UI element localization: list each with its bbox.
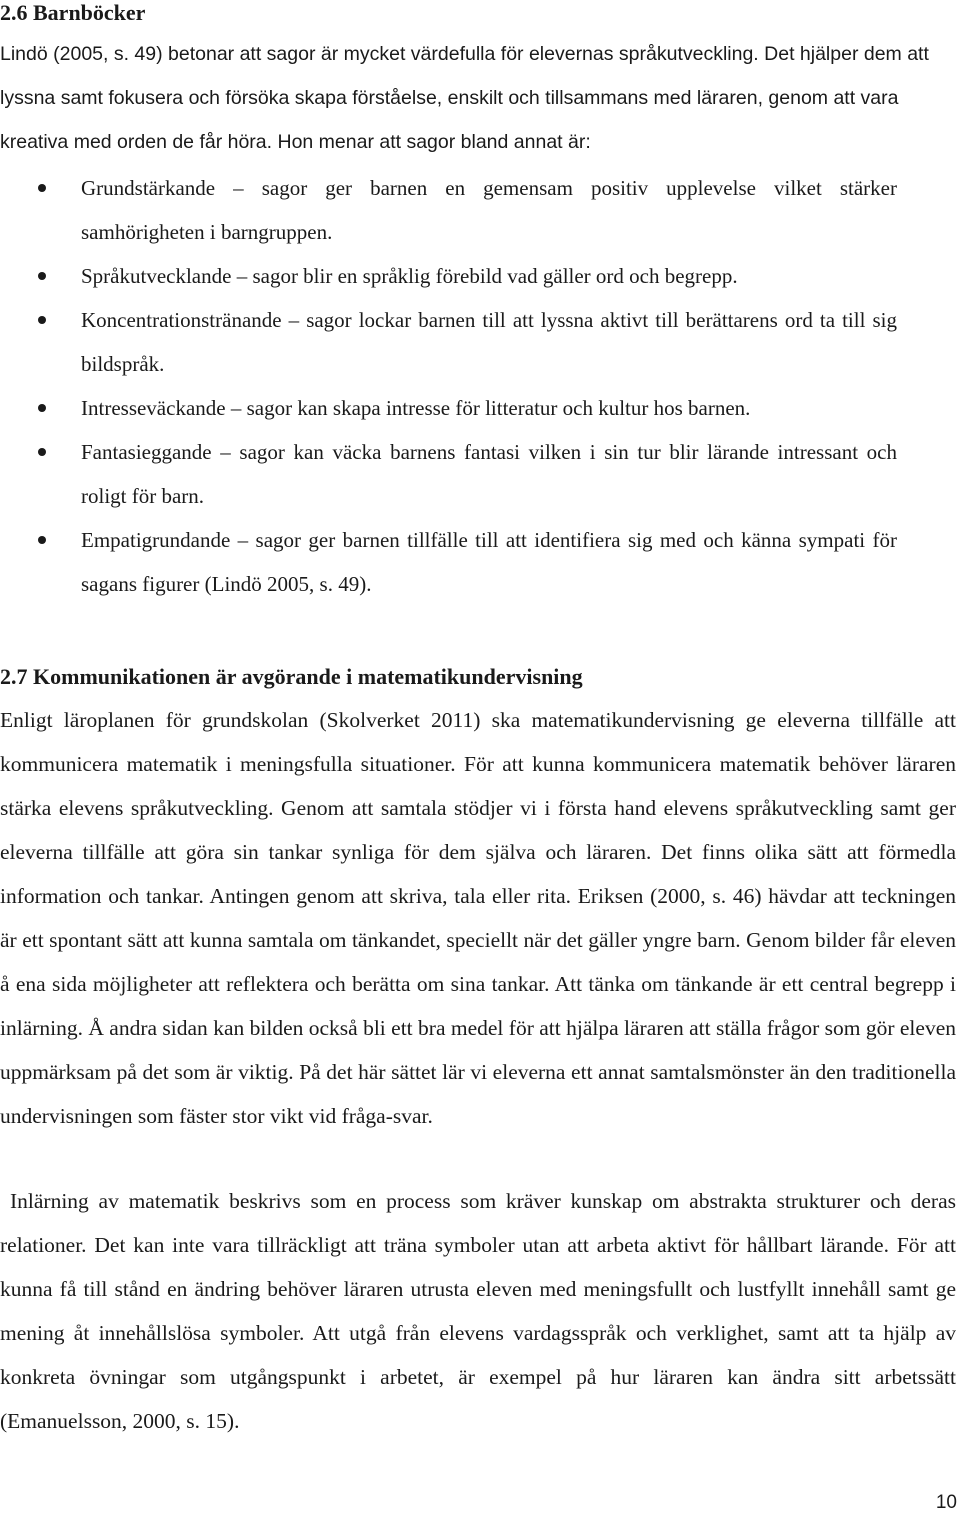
bullet-text: Fantasieggande – sagor kan väcka barnens fantasi vilken i sin tur blir lärande intressant och roligt för barn. bbox=[81, 440, 897, 508]
page-number: 10 bbox=[935, 1492, 957, 1513]
section-heading-barnbocker: 2.6 Barnböcker bbox=[0, 0, 146, 25]
list-item bbox=[0, 254, 897, 298]
bullet-icon bbox=[38, 448, 46, 456]
bullet-icon bbox=[38, 184, 46, 192]
intro-paragraph: Lindö (2005, s. 49) betonar att sagor är mycket värdefulla för elevernas språkutveckling. Det hjälper dem att lyssna samt fokusera och försöka skapa förståelse, enskilt och tillsammans med läraren, genom att vara kreativa med orden de får höra. Hon menar att sagor bland annat är: bbox=[0, 43, 929, 153]
list-item bbox=[0, 430, 897, 518]
list-item bbox=[0, 518, 897, 606]
bullet-icon bbox=[38, 404, 46, 412]
list-item bbox=[0, 298, 897, 386]
list-item bbox=[0, 166, 897, 254]
bullet-text: Intresseväckande – sagor kan skapa intresse för litteratur och kultur hos barnen. bbox=[81, 396, 751, 420]
body-paragraph: Inlärning av matematik beskrivs som en process som kräver kunskap om abstrakta strukturer och deras relationer. Det kan inte vara tillräckligt att träna symboler utan att arbeta aktivt för hållbart lärande. För att kunna få till stånd en ändring behöver läraren utrusta eleven med meningsfullt och lustfyllt innehåll samt ge mening åt innehållslösa symboler. Att utgå från elevens vardagsspråk och verklighet, samt att ta hjälp av konkreta övningar som utgångspunkt i arbetet, är exempel på hur läraren kan ändra sitt arbetssätt (Emanuelsson, 2000, s. 15). bbox=[0, 1189, 956, 1433]
bullet-text: Grundstärkande – sagor ger barnen en gemensam positiv upplevelse vilket stärker samhörigheten i barngruppen. bbox=[81, 176, 897, 244]
bullet-icon bbox=[38, 272, 46, 280]
bullet-text: Empatigrundande – sagor ger barnen tillfälle till att identifiera sig med och känna sympati för sagans figurer (Lindö 2005, s. 49). bbox=[81, 528, 897, 596]
bullet-text: Koncentrationstränande – sagor lockar barnen till att lyssna aktivt till berättarens ord ta till sig bildspråk. bbox=[81, 308, 897, 376]
sagor-bullet-list bbox=[0, 166, 960, 606]
section-heading-kommunikation: 2.7 Kommunikationen är avgörande i matematikundervisning bbox=[0, 664, 583, 689]
list-item bbox=[0, 386, 897, 430]
bullet-icon bbox=[38, 536, 46, 544]
body-paragraph: Enligt läroplanen för grundskolan (Skolverket 2011) ska matematikundervisning ge eleverna tillfälle att kommunicera matematik i meningsfulla situationer. För att kunna kommunicera matematik behöver läraren stärka elevens språkutveckling. Genom att samtala stödjer vi i första hand elevens språkutveckling samt ger eleverna tillfälle att göra sin tankar synliga för dem själva och läraren. Det finns olika sätt att förmedla information och tankar. Antingen genom att skriva, tala eller rita. Eriksen (2000, s. 46) hävdar att teckningen är ett spontant sätt att kunna samtala om tänkandet, speciellt när det gäller yngre barn. Genom bilder får eleven å ena sida möjligheter att reflektera och berätta om sina tankar. Att tänka om tänkande är ett central begrepp i inlärning. Å andra sidan kan bilden också bli ett bra medel för att hjälpa läraren att ställa frågor som gör eleven uppmärksam på det som är viktig. På det här sättet lär vi eleverna ett annat samtalsmönster än den traditionella undervisningen som fäster stor vikt vid fråga-svar. bbox=[0, 708, 956, 1128]
bullet-text: Språkutvecklande – sagor blir en språklig förebild vad gäller ord och begrepp. bbox=[81, 264, 738, 288]
bullet-icon bbox=[38, 316, 46, 324]
